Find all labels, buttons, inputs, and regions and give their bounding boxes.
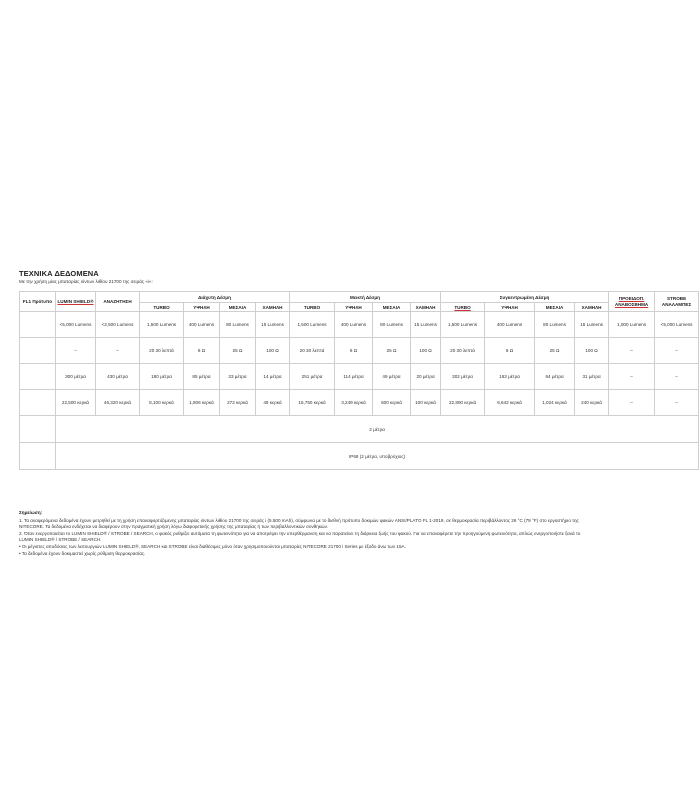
table-cell: 49 μέτρα <box>373 364 411 390</box>
section-subtitle: Με την χρήση μίας μπαταρίας ιόντων λιθίου 21700 της σειράς «i»: <box>19 279 153 284</box>
impact-row <box>20 416 699 443</box>
table-cell: 22,500 κερκά <box>56 390 96 416</box>
table-cell: 46,320 κερκά <box>96 390 140 416</box>
level-header: ΧΑΜΗΛΗ <box>256 303 290 312</box>
table-cell: 400 Lumens <box>335 312 373 338</box>
row-label-cell <box>20 312 56 338</box>
table-cell: 100 Ω <box>575 338 609 364</box>
level-header: ΥΨΗΛΗ <box>335 303 373 312</box>
table-cell: 6 Ω <box>184 338 220 364</box>
table-cell: 400 Lumens <box>184 312 220 338</box>
table-cell: 20 30 λεπτά <box>441 338 485 364</box>
table-cell: 20 30 λεπτά <box>290 338 335 364</box>
table-cell: 240 κερκά <box>575 390 609 416</box>
table-cell: 6 Ω <box>485 338 535 364</box>
table-cell: 100 Ω <box>411 338 441 364</box>
table-cell: 100 Ω <box>256 338 290 364</box>
table-cell: 80 Lumens <box>220 312 256 338</box>
table-cell: 6,642 κερκά <box>485 390 535 416</box>
header-search: ΑΝΑΖΗΤΗΣΗ <box>96 292 140 312</box>
level-header: ΧΑΜΗΛΗ <box>575 303 609 312</box>
table-cell: – <box>655 390 699 416</box>
table-cell: 8,100 κερκά <box>140 390 184 416</box>
table-cell: 251 μέτρα <box>290 364 335 390</box>
table-cell: 1,000 Lumens <box>609 312 655 338</box>
header-focused-beam: Συγκεντρωμένη Δέσμη <box>441 292 609 303</box>
waterproof-value: IP68 (2 μέτρα, υποβρύχιος) <box>56 443 699 470</box>
notes-section <box>19 510 679 557</box>
notes-lines <box>19 518 679 558</box>
table-cell: – <box>56 338 96 364</box>
table-cell: 100 κερκά <box>411 390 441 416</box>
table-cell: 22,800 κερκά <box>441 390 485 416</box>
table-cell: 20 μέτρα <box>411 364 441 390</box>
header-lumin-shield: LUMIN SHIELD® <box>56 292 96 312</box>
row-label-cell <box>20 338 56 364</box>
table-cell: 3,249 κερκά <box>335 390 373 416</box>
table-cell: 49 κερκά <box>256 390 290 416</box>
table-cell: – <box>655 338 699 364</box>
table-cell: 20 30 λεπτά <box>140 338 184 364</box>
table-cell: 430 μέτρα <box>96 364 140 390</box>
row-label-cell <box>20 416 56 443</box>
runtime-row <box>20 338 699 364</box>
table-cell: <5,000 Lumens <box>56 312 96 338</box>
header-strobe: STROBE ΑΝΑΛΑΜΠΕΣ <box>655 292 699 312</box>
table-cell: 1,500 Lumens <box>290 312 335 338</box>
table-cell: – <box>609 390 655 416</box>
distance-row <box>20 364 699 390</box>
impact-resistance-value: 2 μέτρα <box>56 416 699 443</box>
intensity-row <box>20 390 699 416</box>
table-cell: 14 μέτρα <box>256 364 290 390</box>
note-line: NITECORE. Τα δεδομένα ενδέχεται να διαφέρουν στην πραγματική χρήση λόγω διαφορετικής χρήσης της μπαταρίας ή των περιβαλλοντικών συνθηκών. <box>19 524 329 530</box>
level-header: ΥΨΗΛΗ <box>485 303 535 312</box>
header-diffuse-beam: Διάχυτη Δέσμη <box>140 292 290 303</box>
header-mixed-beam: Μεικτή Δέσμη <box>290 292 441 303</box>
table-cell: 1,500 Lumens <box>140 312 184 338</box>
table-cell: 15 Lumens <box>575 312 609 338</box>
table-cell: 163 μέτρα <box>485 364 535 390</box>
table-cell: 180 μέτρα <box>140 364 184 390</box>
table-cell: – <box>655 364 699 390</box>
table-cell: 1,806 κερκά <box>184 390 220 416</box>
level-header: ΜΕΣΑΙΑ <box>373 303 411 312</box>
header-row <box>20 292 699 303</box>
table-cell: 64 μέτρα <box>535 364 575 390</box>
note-line: • Οι μέγιστες αποδόσεις των λειτουργιών LUMIN SHIELD®, SEARCH και STROBE είναι διαθέσιμες μόνο όταν χρησιμοποιούνται μπαταρίες NITECORE 21700 i Series με έξοδο άνω των 15A. <box>19 543 406 549</box>
table-cell: 300 μέτρα <box>56 364 96 390</box>
technical-data-section <box>19 269 693 557</box>
table-cell: 25 Ω <box>220 338 256 364</box>
table-cell: 6 Ω <box>335 338 373 364</box>
note-line: 2. Όταν ενεργοποιείται το LUMIN SHIELD® / STROBE / SEARCH, ο φακός ρυθμίζει αυτόματα τη φωτεινότητα για να αποτρέψει την υπερθέρμανση και να παρατείνει τη διάρκεια ζωής του φακού. Για να επαναφέρετε την προηγούμενη φωτεινότητα, απλώς ενεργοποιήστε ξανά το <box>19 530 581 536</box>
row-label-cell <box>20 364 56 390</box>
table-cell: 15 Lumens <box>256 312 290 338</box>
row-label-cell <box>20 443 56 470</box>
level-header: ΜΕΣΑΙΑ <box>535 303 575 312</box>
table-cell: 80 Lumens <box>535 312 575 338</box>
table-cell: 85 μέτρα <box>184 364 220 390</box>
table-cell: 15,750 κερκά <box>290 390 335 416</box>
table-cell: – <box>96 338 140 364</box>
level-header: TURBO <box>290 303 335 312</box>
table-cell: 80 Lumens <box>373 312 411 338</box>
header-fl1: FL1 Πρότυπο <box>20 292 56 312</box>
note-line: LUMIN SHIELD® / STROBE / SEARCH. <box>19 537 102 543</box>
table-cell: 31 μέτρα <box>575 364 609 390</box>
waterproof-row <box>20 443 699 470</box>
table-cell: 25 Ω <box>535 338 575 364</box>
level-header: ΧΑΜΗΛΗ <box>411 303 441 312</box>
specs-table <box>19 291 699 470</box>
table-cell: <5,000 Lumens <box>655 312 699 338</box>
table-cell: 302 μέτρα <box>441 364 485 390</box>
table-cell: – <box>609 338 655 364</box>
table-cell: – <box>609 364 655 390</box>
table-cell: 1,500 Lumens <box>441 312 485 338</box>
section-title: ΤΕΧΝΙΚΑ ΔΕΔΟΜΕΝΑ <box>19 269 99 278</box>
level-header: TURBO <box>140 303 184 312</box>
table-cell: <2,500 Lumens <box>96 312 140 338</box>
table-cell: 400 Lumens <box>485 312 535 338</box>
level-header: ΜΕΣΑΙΑ <box>220 303 256 312</box>
table-cell: 600 κερκά <box>373 390 411 416</box>
table-cell: 15 Lumens <box>411 312 441 338</box>
table-cell: 25 Ω <box>373 338 411 364</box>
table-cell: 1,024 κερκά <box>535 390 575 416</box>
table-cell: 114 μέτρα <box>335 364 373 390</box>
table-cell: 33 μέτρα <box>220 364 256 390</box>
table-cell: 272 κερκά <box>220 390 256 416</box>
note-line: 1. Τα αναφερόμενα δεδομένα έχουν μετρηθεί με τη χρήση επαναφορτιζόμενης μπαταρίας ιόντων λιθίου 21700 της σειράς i (5.500 mAh), σύμφωνα με το διεθνή πρότυπο δοκιμών φακών ANSI/PLATO FL 1-2019, σε θερμοκρασία περιβάλλοντος 26 °C (79 °F) στο εργαστήριο της <box>19 517 579 523</box>
level-header: TURBO <box>441 303 485 312</box>
row-label-cell <box>20 390 56 416</box>
notes-title: Σημείωση: <box>19 510 43 515</box>
output-row <box>20 312 699 338</box>
level-header: ΥΨΗΛΗ <box>184 303 220 312</box>
note-line: • Τα δεδομένα έχουν δοκιμαστεί χωρίς ρύθμιση θερμοκρασίας. <box>19 550 146 556</box>
header-power-indicator: ΠΡΟΕΙΔΟΠ. ΑΝΑΒΟΣΒΗΜΑ <box>609 292 655 312</box>
